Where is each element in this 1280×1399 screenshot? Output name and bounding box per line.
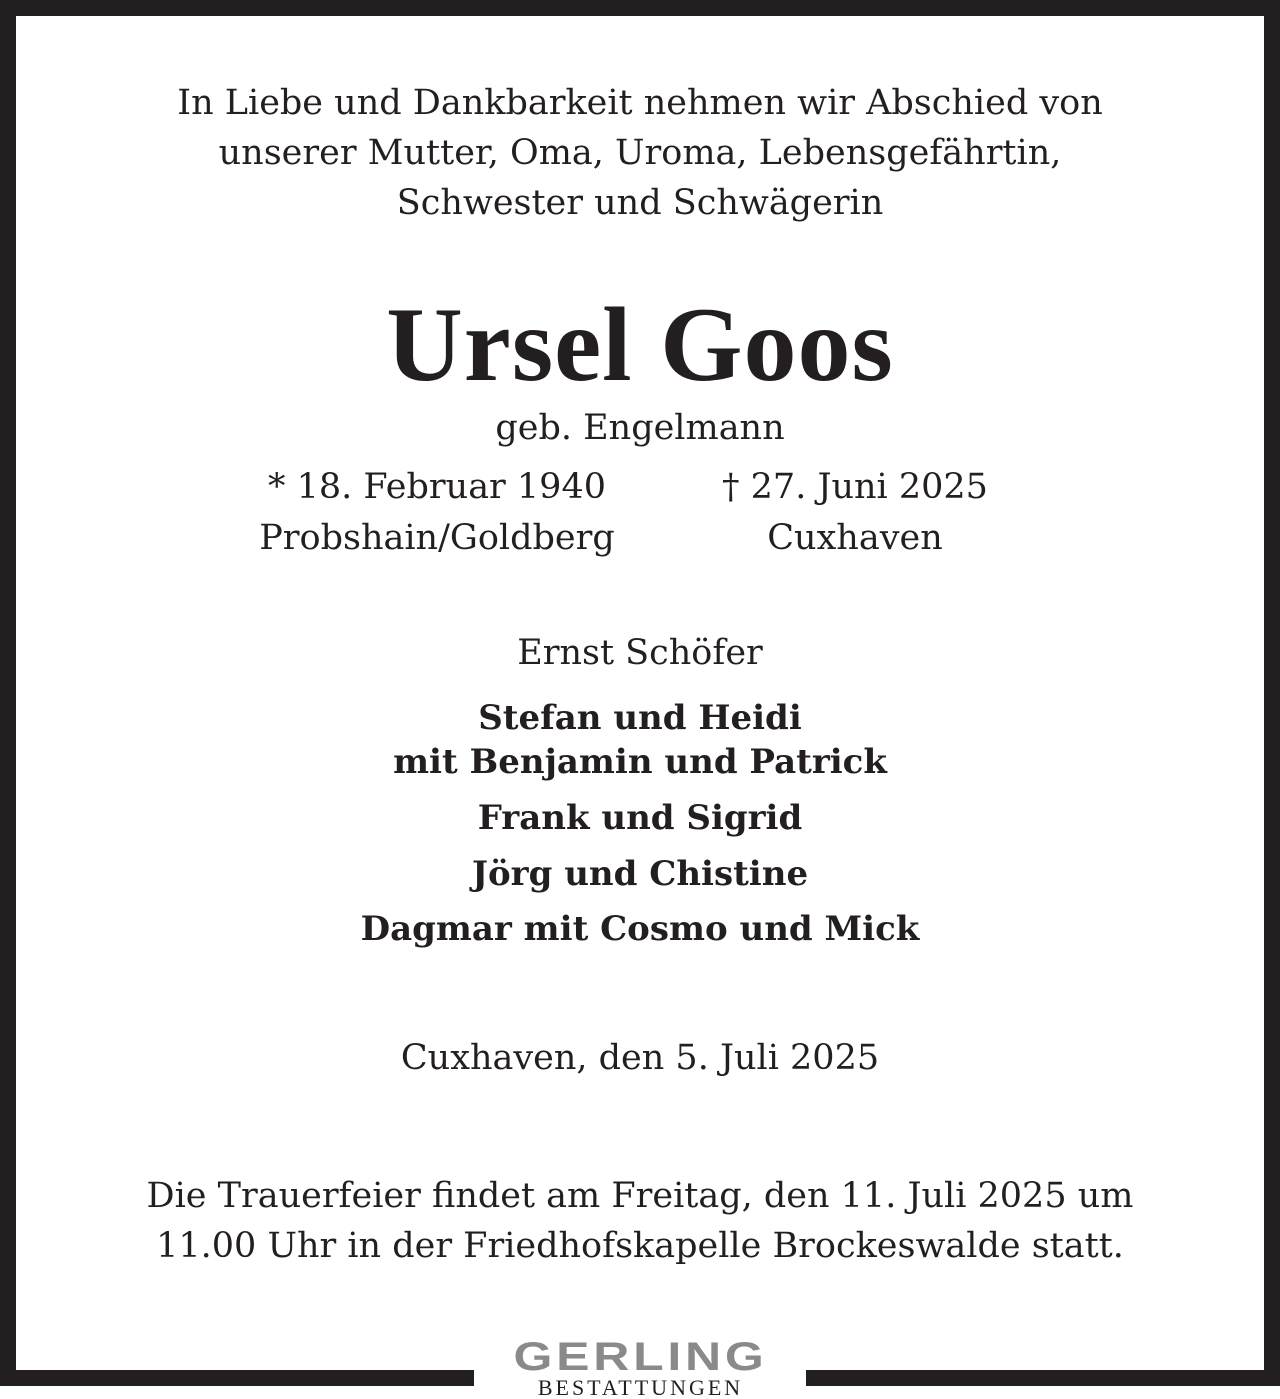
family-line: Frank und Sigrid <box>477 798 803 838</box>
family-line: mit Benjamin und Patrick <box>393 742 887 782</box>
place-date: Cuxhaven, den 5. Juli 2025 <box>400 1038 880 1078</box>
intro-line: Schwester und Schwägerin <box>396 183 884 223</box>
birth-name: geb. Engelmann <box>495 408 785 448</box>
border-top <box>0 0 1280 16</box>
intro-line: In Liebe und Dankbarkeit nehmen wir Abschied von <box>177 83 1103 123</box>
intro-line: unserer Mutter, Oma, Uroma, Lebensgefährtin, <box>218 133 1062 173</box>
funeral-home-logo: GERLING <box>513 1335 768 1379</box>
deceased-name: Ursel Goos <box>386 286 894 403</box>
birth-place: Probshain/Goldberg <box>259 518 615 558</box>
border-bottom-right <box>806 1370 1280 1386</box>
birth-date: * 18. Februar 1940 <box>268 467 606 507</box>
family-line: Jörg und Chistine <box>471 854 809 894</box>
death-date: † 27. Juni 2025 <box>722 467 988 507</box>
funeral-home-logo-subtitle: BESTATTUNGEN <box>537 1375 744 1399</box>
partner: Ernst Schöfer <box>517 633 763 673</box>
family-line: Dagmar mit Cosmo und Mick <box>360 909 920 949</box>
family-line: Stefan und Heidi <box>478 698 802 738</box>
funeral-line: 11.00 Uhr in der Friedhofskapelle Brockeswalde statt. <box>156 1226 1124 1266</box>
border-bottom-left <box>0 1370 474 1386</box>
death-place: Cuxhaven <box>767 518 943 558</box>
funeral-line: Die Trauerfeier findet am Freitag, den 11. Juli 2025 um <box>146 1176 1134 1216</box>
